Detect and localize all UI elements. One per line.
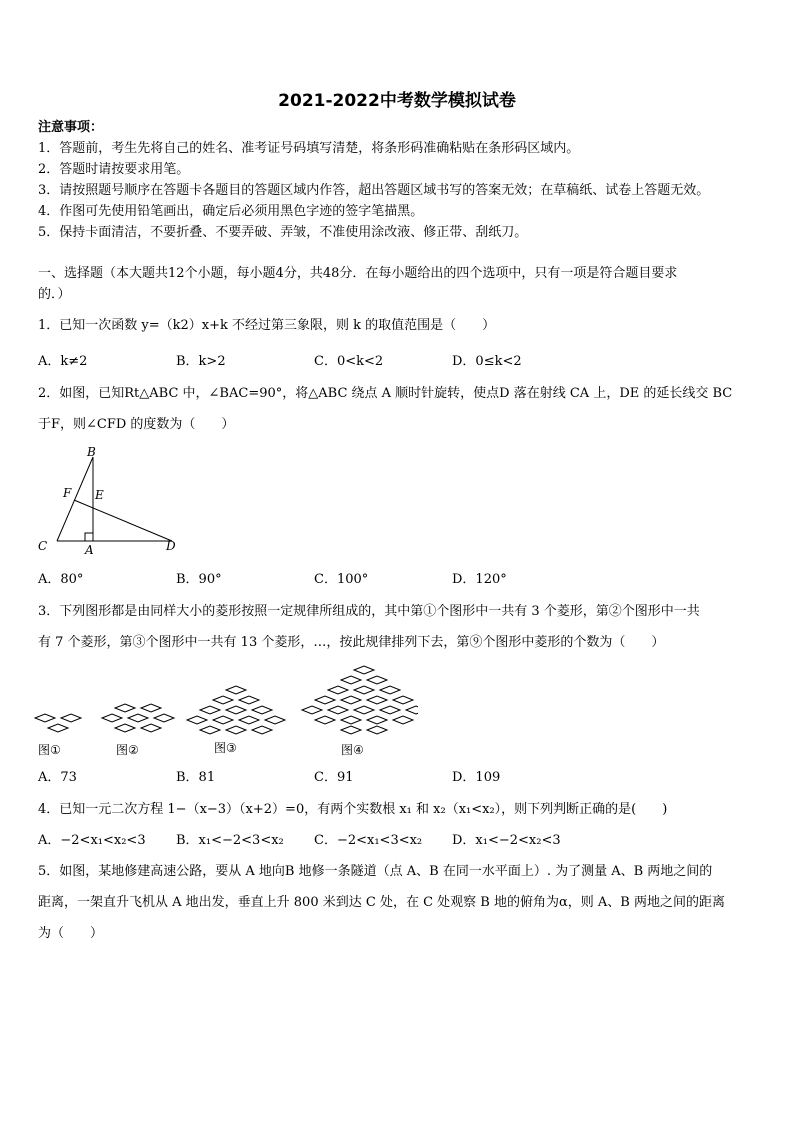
rhombus-shape bbox=[341, 696, 361, 704]
segment-fd bbox=[74, 500, 172, 541]
notice-item-1: 1．答题前，考生先将自己的姓名、准考证号码填写清楚，将条形码准确粘贴在条形码区域内。 bbox=[38, 141, 580, 156]
section-heading-line2: 的．） bbox=[38, 287, 71, 302]
q4-option-d: D．x₁<−2<x₂<3 bbox=[452, 833, 561, 848]
rhombus-shape bbox=[213, 696, 233, 704]
q1-stem: 1．已知一次函数 y=（k2）x+k 不经过第三象限，则 k 的取值范围是（ ） bbox=[38, 318, 496, 333]
q2-option-b: B．90° bbox=[176, 572, 222, 587]
rhombus-shape bbox=[115, 704, 135, 712]
figure-label-3: 图③ bbox=[214, 741, 237, 755]
rhombus-shape bbox=[367, 716, 387, 724]
q3-rhombus-figure bbox=[34, 660, 418, 762]
rhombus-shape bbox=[354, 706, 374, 714]
label-a: A bbox=[85, 543, 94, 557]
q3-option-a: A．73 bbox=[38, 770, 77, 785]
q2-stem-line1: 2．如图，已知Rt△ABC 中，∠BAC=90°，将△ABC 绕点 A 顺时针旋转，使点D 落在射线 CA 上，DE 的延长线交 BC bbox=[38, 386, 733, 401]
notice-item-5: 5．保持卡面清洁，不要折叠、不要弄破、弄皱，不准使用涂改液、修正带、刮纸刀。 bbox=[38, 225, 528, 240]
label-d: D bbox=[166, 539, 176, 553]
rhombus-shape bbox=[406, 706, 418, 714]
q3-option-b: B．81 bbox=[176, 770, 216, 785]
figure-label-1: 图① bbox=[38, 743, 61, 757]
q3-stem-line1: 3．下列图形都是由同样大小的菱形按照一定规律所组成的，其中第①个图形中一共有 3 个菱形，第②个图形中一共 bbox=[38, 604, 700, 619]
rhombus-shape bbox=[187, 716, 207, 724]
label-f: F bbox=[63, 486, 72, 500]
rhombus-shape bbox=[48, 724, 68, 732]
rhombus-shape bbox=[141, 724, 161, 732]
q3-stem-line2: 有 7 个菱形，第③个图形中一共有 13 个菱形，…，按此规律排列下去，第⑨个图形中菱形的个数为（ ） bbox=[38, 635, 665, 650]
rhombus-shape bbox=[61, 714, 81, 722]
label-e: E bbox=[95, 488, 104, 502]
rhombus-shape bbox=[341, 676, 361, 684]
q2-option-d: D．120° bbox=[452, 572, 507, 587]
q2-triangle-figure bbox=[34, 444, 184, 560]
rhombus-shape bbox=[239, 716, 259, 724]
rhombus-shape bbox=[354, 686, 374, 694]
rhombus-shape bbox=[239, 696, 259, 704]
q3-option-c: C．91 bbox=[314, 770, 354, 785]
rhombus-shape bbox=[302, 706, 322, 714]
notice-item-2: 2．答题时请按要求用笔。 bbox=[38, 162, 190, 177]
rhombus-shape bbox=[226, 726, 246, 734]
rhombus-shape bbox=[252, 706, 272, 714]
rhombus-shape bbox=[128, 714, 148, 722]
q1-option-a: A．k≠2 bbox=[38, 354, 88, 369]
q5-stem-line1: 5．如图，某地修建高速公路，要从 A 地向B 地修一条隧道（点 A、B 在同一水平面上）. 为了测量 A、B 两地之间的 bbox=[38, 864, 713, 879]
rhombus-shape bbox=[35, 714, 55, 722]
q1-option-d: D．0≤k<2 bbox=[452, 354, 522, 369]
rhombus-shape bbox=[141, 704, 161, 712]
rhombus-shape bbox=[252, 726, 272, 734]
rhombus-shape bbox=[102, 714, 122, 722]
rhombus-shape bbox=[315, 696, 335, 704]
label-c: C bbox=[38, 539, 48, 553]
section-heading-line1: 一、选择题（本大题共12个小题，每小题4分，共48分．在每小题给出的四个选项中，只有一项是符合题目要求 bbox=[38, 266, 678, 281]
rhombus-shape bbox=[367, 676, 387, 684]
q2-option-c: C．100° bbox=[314, 572, 369, 587]
rhombus-shape bbox=[226, 706, 246, 714]
q4-option-b: B．x₁<−2<3<x₂ bbox=[176, 833, 284, 848]
right-angle-mark bbox=[85, 533, 93, 541]
notice-item-4: 4．作图可先使用铅笔画出，确定后必须用黑色字迹的签字笔描黑。 bbox=[38, 204, 424, 219]
q2-stem-line2: 于F，则∠CFD 的度数为（ ） bbox=[38, 417, 235, 432]
figure-label-2: 图② bbox=[116, 743, 139, 757]
rhombus-shape bbox=[328, 686, 348, 694]
rhombus-shape bbox=[393, 696, 413, 704]
q4-option-a: A．−2<x₁<x₂<3 bbox=[38, 833, 146, 848]
rhombus-shape bbox=[200, 706, 220, 714]
notice-item-3: 3．请按照题号顺序在答题卡各题目的答题区域内作答，超出答题区域书写的答案无效；在草稿纸、试卷上答题无效。 bbox=[38, 183, 710, 198]
q4-option-c: C．−2<x₁<3<x₂ bbox=[314, 833, 423, 848]
rhombus-shape bbox=[315, 716, 335, 724]
label-b: B bbox=[87, 445, 96, 459]
rhombus-shape bbox=[115, 724, 135, 732]
q2-option-a: A．80° bbox=[38, 572, 84, 587]
rhombus-shape bbox=[213, 716, 233, 724]
q5-stem-line3: 为（ ） bbox=[38, 926, 104, 941]
q4-stem: 4．已知一元二次方程 1−（x−3）（x+2）=0，有两个实数根 x₁ 和 x₂（x₁<x₂），则下列判断正确的是( ) bbox=[38, 802, 668, 817]
rhombus-shape bbox=[341, 716, 361, 724]
q1-option-b: B．k>2 bbox=[176, 354, 226, 369]
rhombus-shape bbox=[367, 726, 387, 734]
rhombus-shape bbox=[341, 726, 361, 734]
rhombus-shape bbox=[380, 686, 400, 694]
rhombus-shape bbox=[380, 706, 400, 714]
rhombus-shape bbox=[354, 666, 374, 674]
rhombus-shape bbox=[154, 714, 174, 722]
rhombus-shape bbox=[226, 686, 246, 694]
page-title: 2021-2022中考数学模拟试卷 bbox=[278, 91, 516, 111]
figure-label-4: 图④ bbox=[341, 743, 364, 757]
q3-option-d: D．109 bbox=[452, 770, 501, 785]
rhombus-shape bbox=[367, 696, 387, 704]
q5-stem-line2: 距离，一架直升飞机从 A 地出发，垂直上升 800 米到达 C 处，在 C 处观察 B 地的俯角为α，则 A、B 两地之间的距离 bbox=[38, 895, 725, 910]
rhombus-shape bbox=[393, 716, 413, 724]
rhombus-shape bbox=[265, 716, 285, 724]
notice-heading: 注意事项： bbox=[38, 120, 104, 135]
rhombus-shape bbox=[200, 726, 220, 734]
rhombus-shape bbox=[328, 706, 348, 714]
q1-option-c: C．0<k<2 bbox=[314, 354, 384, 369]
